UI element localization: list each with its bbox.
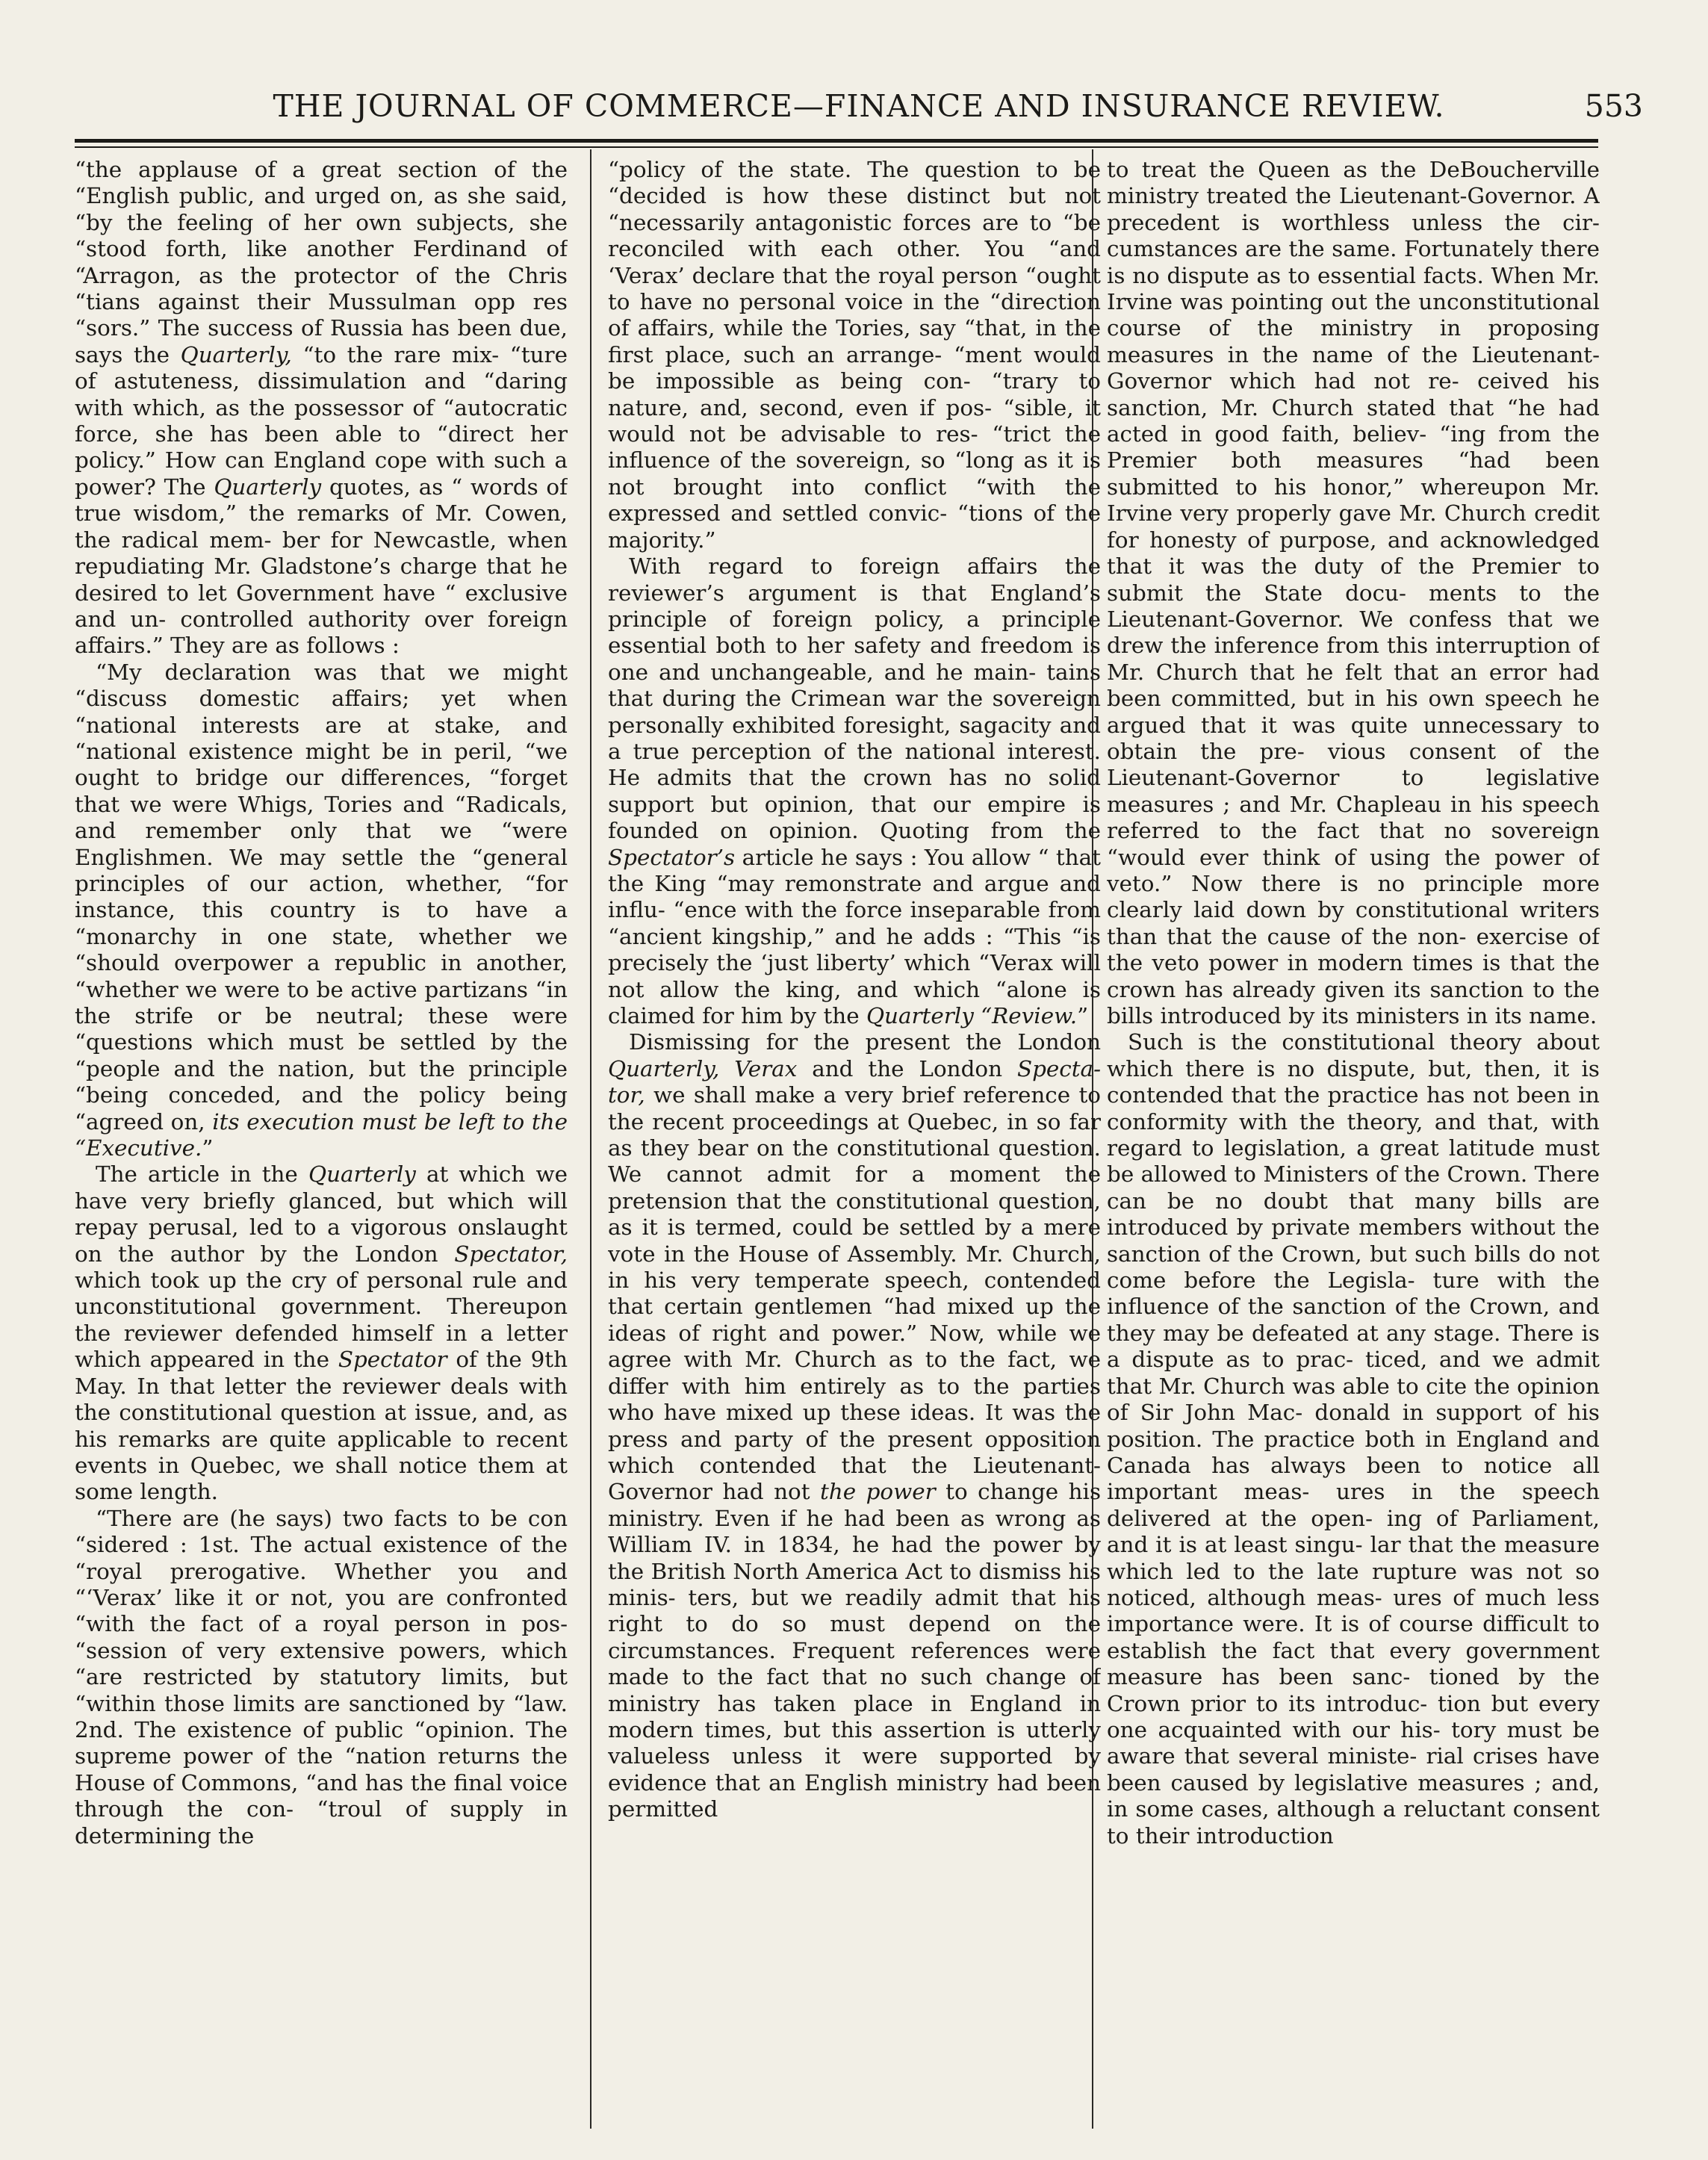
italic-text: Quarterly “Review. (866, 1003, 1078, 1028)
col3-paragraph-1: to treat the Queen as the DeBoucherville ministry treated the Lieutenant-Governor. A precedent is worthless unless the cir- cumstances are the same. Fortunately there is no dispute as to essential facts. When Mr. Irvine was pointing out the unconstitutional course of the ministry in proposing measures in the name of the Lieutenant-Governor which had not re- ceived his sanction, Mr. Church stated that “he had acted in good faith, believ- “ing from the Premier both measures “had been submitted to his honor,” whereupon Mr. Irvine very properly gave Mr. Church credit for honesty of purpose, and acknowledged that it was the duty of the Premier to submit the State docu- ments to the Lieutenant-Governor. We confess that we drew the inference from this interruption of Mr. Church that he felt that an error had been committed, but in his own speech he argued that it was quite unnecessary to obtain the pre- vious consent of the Lieutenant-Governor to legislative measures ; and Mr. Chapleau in his speech referred to the fact that no sovereign “would ever think of using the power of veto.” Now there is no principle more clearly laid down by constitutional writers than that the cause of the non- exercise of the veto power in modern times is that the crown has already given its sanction to the bills introduced by its ministers in its name. (1107, 157, 1600, 1028)
col3-paragraph-2: Such is the constitutional theory about which there is no dispute, but, then, it is contended that the practice has not been in conformity with the theory, and that, with regard to legislation, a great latitude must be allowed to Ministers of the Crown. There can be no doubt that many bills are introduced by private members without the sanction of the Crown, but such bills do not come before the Legisla- ture with the influence of the sanction of the Crown, and they may be defeated at any stage. There is a dispute as to prac- ticed, and we admit that Mr. Church was able to cite the opinion of Sir John Mac- donald in support of his position. The practice both in England and Canada has always been to notice all important meas- ures in the speech delivered at the open- ing of Parliament, and it is at least singu- lar that the measure which led to the late rupture was not so noticed, although meas- ures of much less importance were. It is of course difficult to establish the fact that every government measure has been sanc- tioned by the Crown prior to its introduc- tion but every one acquainted with our his- tory must be aware that several ministe- rial crises have been caused by legislative measures ; and, in some cases, although a reluctant consent to their introduction (1107, 1029, 1600, 1849)
journal-title: THE JOURNAL OF COMMERCE—FINANCE AND INSURANCE REVIEW. (273, 88, 1445, 124)
text-run: quotes, as “ words of true wisdom,” the remarks of Mr. Cowen, the radical mem- ber for Newcastle, when repudiating Mr. Gladstone’s charge that he desired to let Government have “ exclusive and un- controlled authority over foreign affairs.” They are as follows : (75, 474, 568, 659)
text-run: “the applause of a great section of the “English public, and urged on, as she said, “by the feeling of her own subjects, she “stood forth, like another Ferdinand of “Arragon, as the protector of the Chris “tians against their Mussulman opp res “sors.” The success of Russia has been due, says the (75, 157, 568, 367)
text-run: “to the rare mix- “ture of astuteness, dissimulation and “daring with which, as the possessor of “autocratic force, she has been able to “direct her policy.” How can England cope with such a power? The (75, 341, 568, 500)
text-run: “My declaration was that we might “discuss domestic affairs; yet when “national interests are at stake, and “national existence might be in peril, “we ought to bridge our differences, “forget that we were Whigs, Tories and “Radicals, and remember only that we “were Englishmen. We may settle the “general principles of our action, whether, “for instance, this country is to have a “monarchy in one state, whether we “should overpower a republic in another, “whether we were to be active partizans “in the strife or be neutral; these were “questions which must be settled by the “people and the nation, but the principle “being conceded, and the policy being “agreed on, (75, 659, 568, 1135)
page-header (75, 88, 1643, 133)
text-run: at which we have very briefly glanced, but which will repay perusal, led to a vigorous onslaught on the author by the London (75, 1161, 568, 1267)
column-3 (1107, 157, 1600, 2129)
text-run: which took up the cry of personal rule and unconstitutional government. Thereupon the reviewer defended himself in a letter which appeared in the (75, 1267, 568, 1373)
text-run: we shall make a very brief reference to the recent proceedings at Quebec, in so far as they bear on the constitutional question. We cannot admit for a moment the pretension that the constitutional question, as it is termed, could be settled by a mere vote in the House of Assembly. Mr. Church, in his very temperate speech, contended that certain gentlemen “had mixed up the ideas of right and power.” Now, while we agree with Mr. Church as to the fact, we differ with him entirely as to the parties who have mixed up these ideas. It was the press and party of the present opposition which contended that the Lieutenant-Governor had not (608, 1082, 1101, 1505)
text-run: and the London (812, 1055, 1003, 1081)
col2-paragraph-3 (608, 1029, 1101, 1822)
text-run: article he says : You allow “ that the King “may remonstrate and argue and influ- “ence with the force inseparable from “ancient kingship,” and he adds : “This “is precisely the ‘just liberty’ which “Verax will not allow the king, and which “alone is claimed for him by the (608, 844, 1101, 1028)
column-1 (75, 157, 568, 2129)
header-rule-thin (75, 146, 1598, 148)
column-divider-1 (590, 149, 591, 2129)
italic-text: Specta- tor, (608, 1055, 1101, 1108)
text-run: ” (1077, 1003, 1089, 1028)
col2-paragraph-1: “policy of the state. The question to be “decided is how these distinct but not “necessarily antagonistic forces are to “be reconciled with each other. You “and ‘Verax’ declare that the royal person “ought to have no personal voice in the “direction of affairs, while the Tories, say “that, in the first place, such an arrange- “ment would be impossible as being con- “trary to nature, and, second, even if pos- “sible, it would not be advisable to res- “trict the influence of the sovereign, so “long as it is not brought into conflict “with the expressed and settled convic- “tions of the majority.” (608, 157, 1101, 553)
page-number: 553 (1584, 88, 1643, 124)
italic-text: Quarterly (308, 1161, 416, 1188)
italic-text: Quarterly, Verax (608, 1055, 798, 1081)
italic-text: Quarterly, (180, 341, 292, 367)
italic-text: Spectator, (454, 1241, 568, 1267)
column-2 (608, 157, 1101, 2129)
text-run: The article in the (96, 1161, 298, 1188)
italic-text: its execution must be left to the “Executive. (75, 1108, 568, 1161)
text-run: Dismissing for the present the London (629, 1029, 1101, 1055)
text-run: With regard to foreign affairs the reviewer’s argument is that England’s principle of foreign policy, a principle essential both to her safety and freedom is one and unchangeable, and he main- tains that during the Crimean war the sovereign personally exhibited foresight, sagacity and a true perception of the national interest. He admits that the crown has no solid support but opinion, that our empire is founded on opinion. Quoting from the (608, 553, 1101, 844)
col1-paragraph-1 (75, 157, 568, 660)
italic-text: the power (819, 1479, 936, 1505)
italic-text: Spectator (338, 1347, 447, 1373)
text-run: to change his ministry. Even if he had been as wrong as William IV. in 1834, he had the power by the British North America Act to dismiss his minis- ters, but we readily admit that his right to do so must depend on the circumstances. Frequent references were made to the fact that no such change of ministry has taken place in England in modern times, but this assertion is utterly valueless unless it were supported by evidence that an English ministry had been permitted (608, 1479, 1101, 1822)
col1-paragraph-4: “There are (he says) two facts to be con “sidered : 1st. The actual existence of the “royal prerogative. Whether you and “‘Verax’ like it or not, you are confronted “with the fact of a royal person in pos- “session of very extensive powers, which “are restricted by statutory limits, but “within those limits are sanctioned by “law. 2nd. The existence of public “opinion. The supreme power of the “nation returns the House of Commons, “and has the final voice through the con- “troul of supply in determining the (75, 1505, 568, 1849)
col1-paragraph-3 (75, 1161, 568, 1505)
text-run: of the 9th May. In that letter the reviewer deals with the constitutional question at issue, and, as his remarks are quite applicable to recent events in Quebec, we shall notice them at some length. (75, 1347, 568, 1505)
col1-paragraph-2 (75, 660, 568, 1162)
header-rule-thick (75, 139, 1598, 143)
col2-paragraph-2 (608, 553, 1101, 1029)
italic-text: Spectator’s (608, 844, 736, 870)
text-run: ” (202, 1135, 214, 1161)
italic-text: Quarterly (214, 474, 322, 500)
